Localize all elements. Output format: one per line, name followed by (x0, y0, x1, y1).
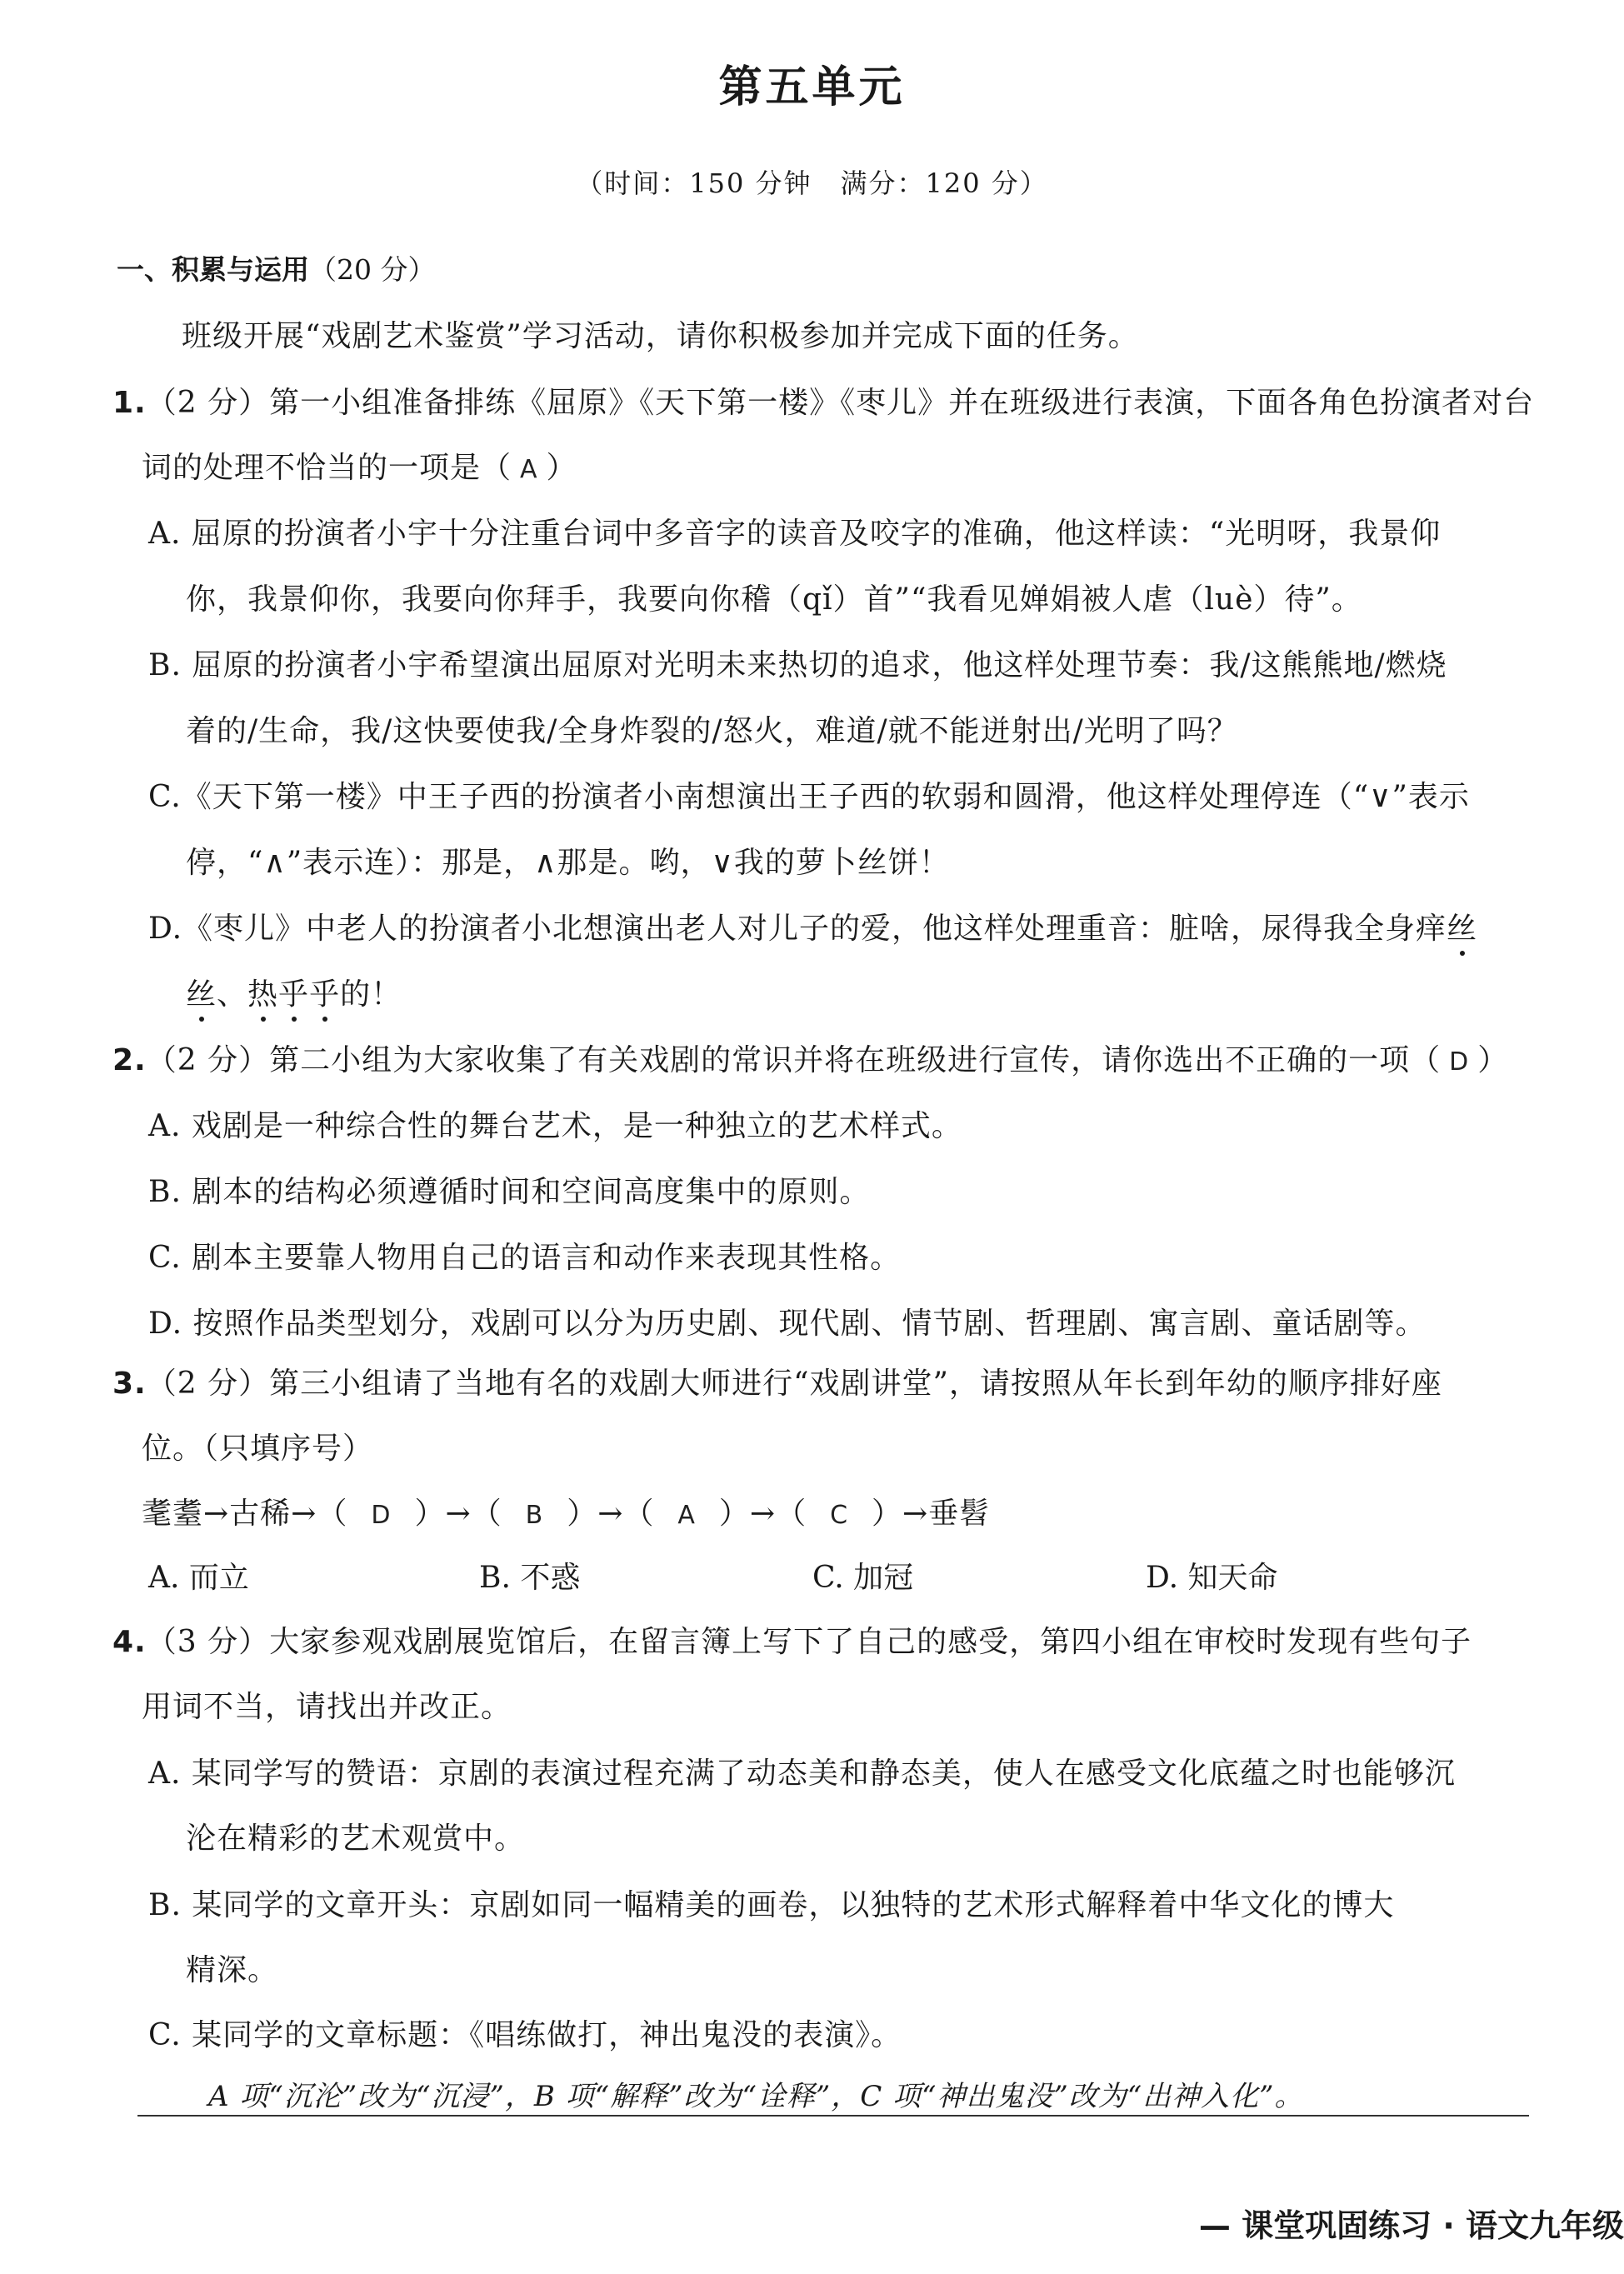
q1-option-c-line1: C.《天下第一楼》中王子西的扮演者小南想演出王子西的软弱和圆滑，他这样处理停连（“∨”表示 (148, 780, 1470, 814)
q2-stem-post: ） (1477, 1043, 1509, 1077)
q3-seq-text: 耄耋→古稀→（ (142, 1497, 348, 1531)
q4-handwritten-answer: A 项“沉沦”改为“沉浸”，B 项“解释”改为“诠释”，C 项“神出鬼没”改为“出神入化”。 (208, 2080, 1304, 2113)
q3-seq-text: ）→（ (718, 1497, 807, 1531)
q3-stem-line2: 位。（只填序号） (142, 1432, 374, 1466)
section-heading-label: 一、积累与运用 (117, 253, 309, 286)
q3-answer-3: A (677, 1501, 696, 1530)
q2-number: 2. (112, 1043, 147, 1077)
section-intro: 班级开展“戏剧艺术鉴赏”学习活动，请你积极参加并完成下面的任务。 (182, 319, 1139, 353)
q3-option-c: C. 加冠 (812, 1561, 914, 1595)
q1-stem-line1 (112, 379, 1534, 422)
q3-stem-text: （2 分）第三小组请了当地有名的戏剧大师进行“戏剧讲堂”，请按照从年长到年幼的顺序排好座 (146, 1367, 1442, 1401)
q3-answer-2: B (525, 1501, 544, 1530)
q3-stem-line1 (112, 1360, 1442, 1402)
q1-option-c-line2: 停，“∧”表示连）：那是，∧那是。哟，∨我的萝卜丝饼！ (186, 846, 950, 880)
q4-option-a-line2: 沦在精彩的艺术观赏中。 (186, 1822, 526, 1856)
section-heading (117, 248, 435, 287)
q1-answer: A (520, 455, 538, 484)
q1-option-b-line2: 着的/生命，我/这快要使我/全身炸裂的/怒火，难道/就不能迸射出/光明了吗？ (186, 714, 1238, 748)
page-subtitle: （时间：150 分钟 满分：120 分） (576, 167, 1048, 199)
q1-d-emphasis: 丝 (186, 971, 217, 1013)
q2-option-c: C. 剧本主要靠人物用自己的语言和动作来表现其性格。 (148, 1241, 902, 1275)
answer-underline (137, 2115, 1529, 2117)
q1-option-b-line1: B. 屈原的扮演者小宇希望演出屈原对光明未来热切的追求，他这样处理节奏：我/这熊熊地/燃烧 (148, 648, 1447, 682)
page-footer: — 课堂巩固练习 · 语文九年级 (1198, 2207, 1624, 2244)
q1-number: 1. (112, 386, 147, 420)
q3-option-a: A. 而立 (148, 1561, 249, 1595)
q3-number: 3. (112, 1367, 147, 1401)
q4-number: 4. (112, 1625, 147, 1659)
q3-sequence (142, 1490, 990, 1532)
q2-stem-pre: （2 分）第二小组为大家收集了有关戏剧的常识并将在班级进行宣传，请你选出不正确的一项（ (146, 1043, 1442, 1077)
q1-d-emphasis: 乎 (309, 971, 340, 1013)
q2-stem (112, 1037, 1508, 1079)
q4-option-b-line1: B. 某同学的文章开头：京剧如同一幅精美的画卷，以独特的艺术形式解释着中华文化的博大 (148, 1888, 1395, 1922)
q3-answer-4: C (830, 1501, 849, 1530)
q4-option-b-line2: 精深。 (186, 1953, 279, 1987)
q4-option-a-line1: A. 某同学写的赞语：京剧的表演过程充满了动态美和静态美，使人在感受文化底蕴之时也能够沉 (148, 1757, 1456, 1791)
q3-seq-text: ）→垂髫 (872, 1497, 991, 1531)
q1-stem-pre: 词的处理不恰当的一项是（ (142, 451, 512, 485)
q1-d-text: 的！ (340, 977, 402, 1012)
q3-answer-1: D (371, 1501, 392, 1530)
q4-stem-line2: 用词不当，请找出并改正。 (142, 1690, 512, 1724)
q3-option-b: B. 不惑 (479, 1561, 581, 1595)
q3-seq-text: ）→（ (414, 1497, 502, 1531)
q2-option-b: B. 剧本的结构必须遵循时间和空间高度集中的原则。 (148, 1175, 871, 1209)
q1-d-emphasis: 热 (247, 971, 278, 1013)
q2-option-d: D. 按照作品类型划分，戏剧可以分为历史剧、现代剧、情节剧、哲理剧、寓言剧、童话剧等。 (148, 1307, 1427, 1341)
q1-stem-line2 (142, 444, 577, 487)
q1-stem-text: （2 分）第一小组准备排练《屈原》《天下第一楼》《枣儿》并在班级进行表演，下面各角色扮演者对台 (146, 386, 1535, 420)
q1-d-emphasis: 乎 (278, 971, 309, 1013)
q3-option-d: D. 知天命 (1146, 1561, 1278, 1595)
q1-d-text: 、 (217, 977, 248, 1012)
q4-option-c: C. 某同学的文章标题：《唱练做打，神出鬼没的表演》。 (148, 2018, 902, 2052)
q4-stem-text: （3 分）大家参观戏剧展览馆后，在留言簿上写下了自己的感受，第四小组在审校时发现有些句子 (146, 1625, 1472, 1659)
page-title: 第五单元 (718, 62, 906, 112)
q1-option-d-line1 (148, 905, 1477, 947)
q1-option-d-line2 (186, 971, 402, 1013)
q1-stem-post: ） (546, 451, 577, 485)
q1-option-a-line2: 你，我景仰你，我要向你拜手，我要向你稽（qǐ）首”“我看见婵娟被人虐（luè）待”。 (186, 582, 1362, 617)
q1-d-emphasis: 丝 (1447, 905, 1477, 947)
q1-d-text: D.《枣儿》中老人的扮演者小北想演出老人对儿子的爱，他这样处理重音：脏啥，尿得我全身痒 (148, 912, 1447, 946)
section-heading-score: （20 分） (309, 253, 436, 286)
q3-seq-text: ）→（ (567, 1497, 655, 1531)
q4-stem-line1 (112, 1618, 1472, 1661)
q1-option-a-line1: A. 屈原的扮演者小宇十分注重台词中多音字的读音及咬字的准确，他这样读：“光明呀，我景仰 (148, 517, 1442, 551)
q2-answer: D (1449, 1047, 1470, 1077)
q2-option-a: A. 戏剧是一种综合性的舞台艺术，是一种独立的艺术样式。 (148, 1109, 962, 1143)
